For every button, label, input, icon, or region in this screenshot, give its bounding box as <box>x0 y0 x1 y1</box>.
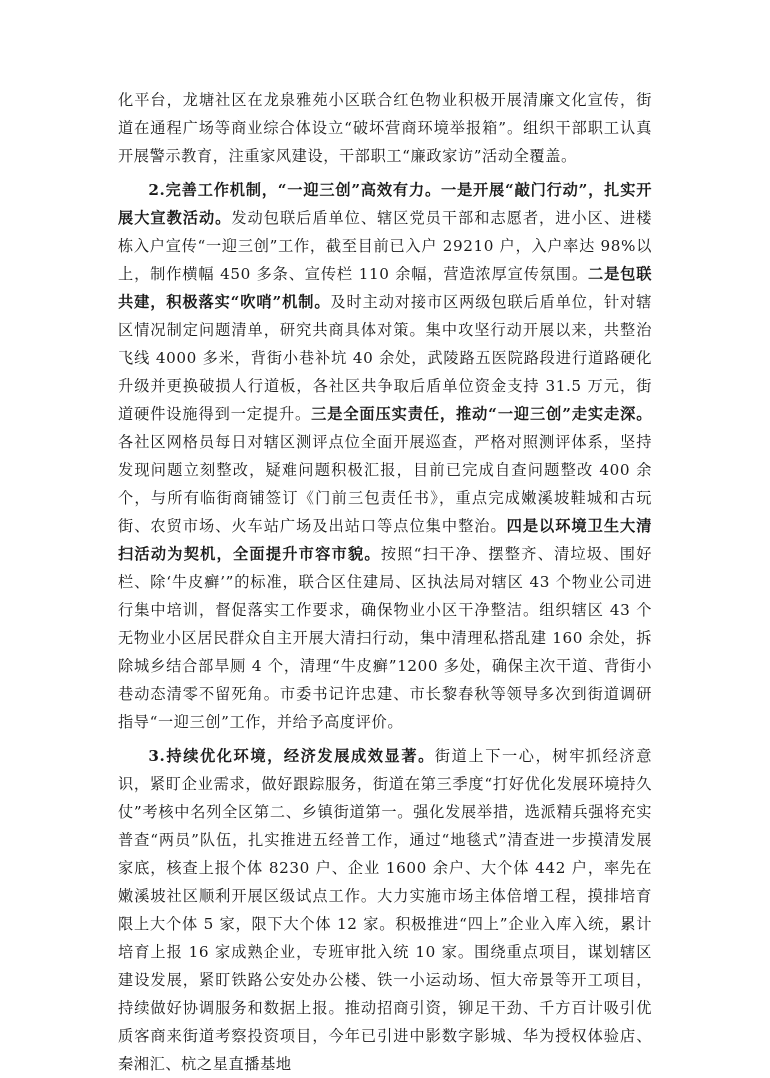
text-run: 发动包联后盾单位、辖区党员干部和志愿者，进小区、进楼栋入户宣传“一迎三创”工作，截至目前已入户 29210 户，入户率达 98%以上，制作横幅 450 多条、宣传栏 110 余幅，营造浓厚宣传氛围。 <box>118 209 652 283</box>
bold-text-run: 二是包联共建，积极落实“吹哨”机制。 <box>118 265 653 311</box>
text-run: 化平台，龙塘社区在龙泉雅苑小区联合红色物业积极开展清廉文化宣传，街道在通程广场等商业综合体设立“破坏营商环境举报箱”。组织干部职工认真开展警示教育，注重家风建设，干部职工“廉政家访”活动全覆盖。 <box>118 91 652 165</box>
paragraph <box>118 86 652 170</box>
document-body <box>118 86 652 1078</box>
bold-text-run: 2.完善工作机制，“一迎三创”高效有力。一是开展“敲门行动”，扎实开展大宣教活动。 <box>118 181 652 227</box>
text-run: 街道上下一心，树牢抓经济意识，紧盯企业需求，做好跟踪服务，街道在第三季度“打好优化发展环境持久仗”考核中名列全区第二、乡镇街道第一。强化发展举措，选派精兵强将充实普查“两员”队伍，扎实推进五经普工作，通过“地毯式”清查进一步摸清发展家底，核查上报个体 8230 户、企业 1600 余户、大个体 442 户，率先在嫩溪坡社区顺利开展区级试点工作。大力实施市场主体倍增工程，摸排培育限上大个体 5 家，限下大个体 12 家。积极推进“四上”企业入库入统，累计培育上报 16 家成熟企业，专班审批入统 10 家。围绕重点项目，谋划辖区建设发展，紧盯铁路公安处办公楼、铁一小运动场、恒大帝景等开工项目，持续做好协调服务和数据上报。推动招商引资，铆足干劲、千方百计吸引优质客商来街道考察投资项目，今年已引进中影数字影城、华为授权体验店、秦湘汇、杭之星直播基地 <box>118 747 652 1073</box>
bold-text-run: 四是以环境卫生大清扫活动为契机，全面提升市容市貌。 <box>118 517 652 563</box>
text-run: 各社区网格员每日对辖区测评点位全面开展巡查，严格对照测评体系，坚持发现问题立刻整改，疑难问题积极汇报，目前已完成自查问题整改 400 余个，与所有临街商铺签订《门前三包责任书》，重点完成嫩溪坡鞋城和古玩街、农贸市场、火车站广场及出站口等点位集中整治。 <box>118 433 652 535</box>
bold-text-run: 3.持续优化环境，经济发展成效显著。 <box>148 747 435 765</box>
text-run: 按照“扫干净、摆整齐、清垃圾、围好栏、除‘牛皮癣’”的标准，联合区住建局、区执法局对辖区 43 个物业公司进行集中培训，督促落实工作要求，确保物业小区干净整洁。组织辖区 43 个无物业小区居民群众自主开展大清扫行动，集中清理私搭乱建 160 余处，拆除城乡结合部旱厕 4 个，清理“牛皮癣”1200 多处，确保主次干道、背街小巷动态清零不留死角。市委书记许忠建、市长黎春秋等领导多次到街道调研指导“一迎三创”工作，并给予高度评价。 <box>118 545 652 731</box>
text-run: 及时主动对接市区两级包联后盾单位，针对辖区情况制定问题清单，研究共商具体对策。集中攻坚行动开展以来，共整治飞线 4000 多米，背街小巷补坑 40 余处，武陵路五医院路段进行道路硬化升级并更换破损人行道板，各社区共争取后盾单位资金支持 31.5 万元，街道硬件设施得到一定提升。 <box>118 293 653 423</box>
paragraph <box>118 742 652 1078</box>
bold-text-run: 三是全面压实责任，推动“一迎三创”走实走深。 <box>311 405 653 423</box>
paragraph <box>118 176 652 736</box>
